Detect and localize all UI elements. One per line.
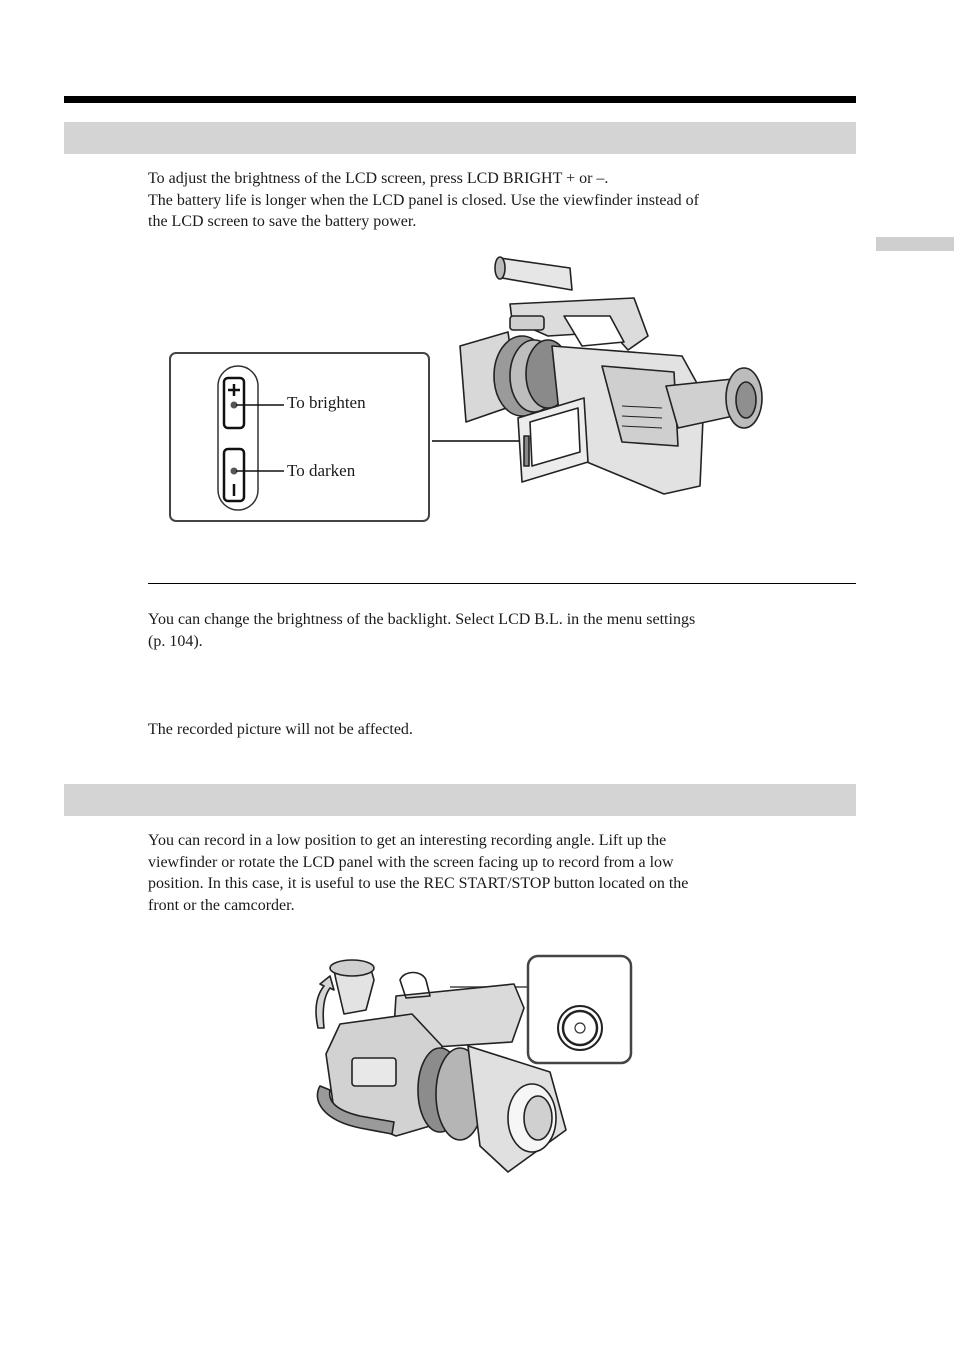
paragraph-line: The battery life is longer when the LCD panel is closed. Use the viewfinder instead of bbox=[148, 191, 699, 209]
lcd-bright-button-callout bbox=[169, 352, 430, 522]
lcd-brightness-paragraph bbox=[148, 168, 848, 233]
paragraph-line: You can change the brightness of the backlight. Select LCD B.L. in the menu settings bbox=[148, 611, 696, 628]
to-darken-label: To darken bbox=[287, 461, 356, 480]
section-heading-bar-low-position bbox=[64, 784, 856, 816]
paragraph-line: (p. 104). bbox=[148, 632, 203, 650]
paragraph-line: To adjust the brightness of the LCD screen, press LCD BRIGHT + or –. bbox=[148, 170, 609, 187]
chapter-side-tab bbox=[876, 237, 954, 251]
header-rule bbox=[64, 96, 856, 103]
subsection-divider bbox=[148, 583, 856, 584]
recorded-picture-note: The recorded picture will not be affected. bbox=[148, 721, 413, 738]
to-brighten-label: To brighten bbox=[287, 393, 366, 412]
paragraph-line: You can record in a low position to get an interesting recording angle. Lift up the bbox=[148, 832, 667, 849]
paragraph-line: position. In this case, it is useful to use the REC START/STOP button located on the bbox=[148, 875, 689, 892]
camcorder-lcd-open-illustration bbox=[452, 246, 770, 496]
camcorder-low-position-illustration bbox=[300, 950, 640, 1180]
paragraph-line: the LCD screen to save the battery power. bbox=[148, 213, 417, 230]
section-heading-bar-lcd-brightness bbox=[64, 122, 856, 154]
backlight-note bbox=[148, 609, 848, 652]
paragraph-line: front or the camcorder. bbox=[148, 896, 295, 914]
lift-up-arrow-icon bbox=[316, 976, 334, 1028]
rec-start-stop-button-center bbox=[575, 1023, 585, 1033]
low-position-paragraph bbox=[148, 830, 848, 916]
paragraph-line: viewfinder or rotate the LCD panel with the screen facing up to record from a low bbox=[148, 853, 674, 871]
